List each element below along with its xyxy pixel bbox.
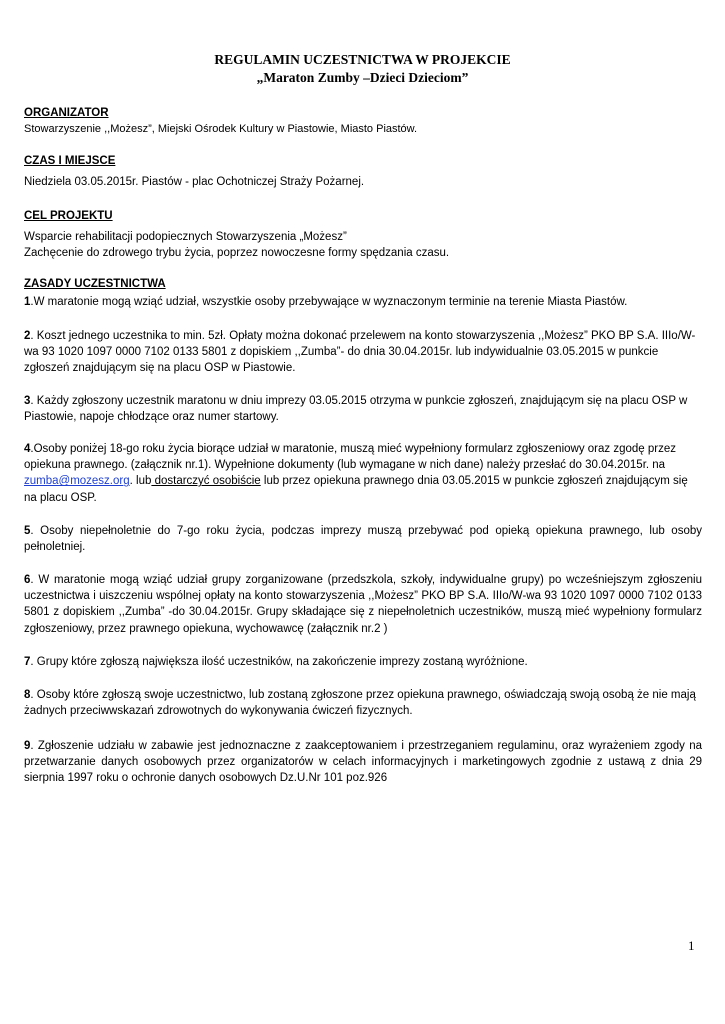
rule-text: . Zgłoszenie udziału w zabawie jest jednoznaczne z zaakceptowaniem i przestrzeganiem regulaminu, oraz wyrażeniem zgody na przetwarzanie danych osobowych przez organizatorów w celach informacyjnych i marketingowych zgodnie z ustawą z dnia 29 sierpnia 1997 roku o ochronie danych osobowych Dz.U.Nr 101 poz.926: [24, 740, 702, 785]
rule-number: 7: [24, 656, 31, 668]
goal-heading: CEL PROJEKTU: [24, 210, 113, 222]
rule-text: . lub: [129, 475, 152, 488]
rule-text: lub przez opiekuna prawnego dnia 03.05.2015 w punkcie zgłoszeń znajdującym się na placu OSP.: [24, 475, 688, 504]
email-link[interactable]: zumba@mozesz.org: [24, 475, 130, 488]
rule-number: 6: [24, 574, 31, 586]
rule-text: .W maratonie mogą wziąć udział, wszystkie osoby przebywające w wyznaczonym terminie na terenie Miasta Piastów.: [30, 296, 628, 308]
rule-number: 1: [24, 296, 31, 308]
rules-heading: ZASADY UCZESTNICTWA: [24, 278, 166, 290]
rule-7: [24, 654, 702, 670]
rule-number: 4: [24, 443, 31, 455]
goal-line-1: Wsparcie rehabilitacji podopiecznych Stowarzyszenia „Możesz”: [24, 231, 347, 243]
rule-number: 3: [24, 395, 31, 407]
rule-2: [24, 328, 702, 377]
rule-text: . Osoby niepełnoletnie do 7-go roku życia, podczas imprezy muszą przebywać pod opieką opiekuna prawnego, lub osoby pełnoletniej.: [24, 525, 702, 554]
rule-underlined-text: dostarczyć osobiście: [151, 475, 261, 488]
rule-number: 9: [24, 740, 31, 752]
rule-5: [24, 523, 702, 555]
page-number: 1: [688, 938, 695, 953]
time-place-text: Niedziela 03.05.2015r. Piastów - plac Ochotniczej Straży Pożarnej.: [24, 176, 365, 188]
time-place-heading: CZAS I MIEJSCE: [24, 155, 116, 167]
rule-number: 5: [24, 525, 31, 537]
rule-8: [24, 687, 702, 719]
rule-text: .Osoby poniżej 18-go roku życia biorące udział w maratonie, muszą mieć wypełniony formularz zgłoszeniowy oraz zgodę przez opiekuna prawnego. (załącznik nr.1). Wypełnione dokumenty (lub wymagane w nich dane) należy przesłać do 30.04.2015r. na: [24, 443, 676, 472]
rule-3: [24, 393, 702, 425]
organizer-text: Stowarzyszenie ,,Możesz”, Miejski Ośrodek Kultury w Piastowie, Miasto Piastów.: [24, 123, 418, 135]
rule-text: . W maratonie mogą wziąć udział grupy zorganizowane (przedszkola, szkoły, indywidualne grupy) po wcześniejszym zgłoszeniu uczestnictwa i uiszczeniu wspólnej opłaty na konto stowarzyszenia ,,Możesz” PKO BP S.A. IIIo/W-wa 93 1020 1097 0000 7102 0133 5801 z dopiskiem ,,Zumba” -do 30.04.2015r. Grupy składające się z niepełnoletnich uczestników, muszą mieć wypełniony formularz zgłoszeniowy, przez prawnego opiekuna, wychowawcę (załącznik nr.2 ): [24, 574, 702, 635]
rule-6: [24, 572, 702, 637]
rule-text: . Każdy zgłoszony uczestnik maratonu w dniu imprezy 03.05.2015 otrzyma w punkcie zgłoszeń, znajdującym się na placu OSP w Piastowie, napoje chłodzące oraz numer startowy.: [24, 395, 688, 424]
rule-4: [24, 441, 702, 506]
rule-number: 8: [24, 689, 31, 701]
rule-text: . Grupy które zgłoszą największa ilość uczestników, na zakończenie imprezy zostaną wyróżnione.: [30, 656, 528, 668]
document-title: REGULAMIN UCZESTNICTWA W PROJEKCIE: [214, 52, 511, 67]
organizer-heading: ORGANIZATOR: [24, 107, 109, 119]
rule-number: 2: [24, 330, 31, 342]
goal-line-2: Zachęcenie do zdrowego trybu życia, poprzez nowoczesne formy spędzania czasu.: [24, 247, 450, 259]
rule-text: . Koszt jednego uczestnika to min. 5zł. Opłaty można dokonać przelewem na konto stowarzyszenia ,,Możesz” PKO BP S.A. IIIo/W-wa 93 1020 1097 0000 7102 0133 5801 z dopiskiem ,,Zumba”- do dnia 30.04.2015r. lub indywidualnie 03.05.2015 w punkcie zgłoszeń znajdującym się na placu OSP w Piastowie.: [24, 330, 696, 375]
rule-1: [24, 294, 702, 310]
rule-text: . Osoby które zgłoszą swoje uczestnictwo, lub zostaną zgłoszone przez opiekuna prawnego, oświadczają swoją osobą że nie mają żadnych przeciwwskazań zdrowotnych do wykonywania ćwiczeń fizycznych.: [24, 689, 696, 718]
document-subtitle: „Maraton Zumby –Dzieci Dzieciom”: [256, 70, 469, 85]
rule-9: [24, 738, 702, 787]
